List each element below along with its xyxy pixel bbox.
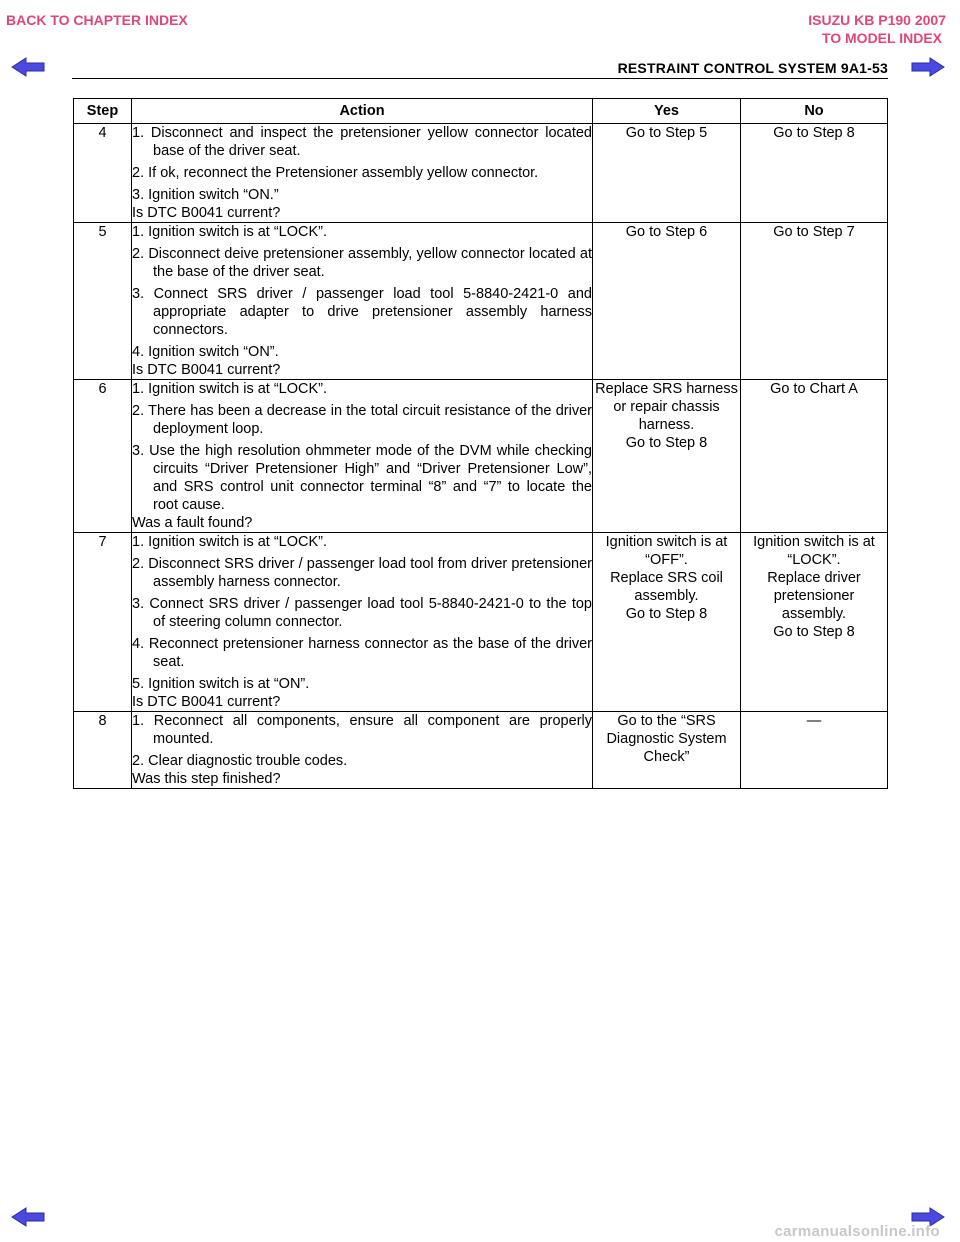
yes-result-line: Go to Step 8 <box>625 606 708 622</box>
action-list <box>132 712 592 770</box>
step-number: 8 <box>74 712 132 789</box>
action-item: 2. Disconnect deive pretensioner assembly, yellow connector located at the base of the driver seat. <box>132 246 592 280</box>
step-number: 5 <box>74 223 132 380</box>
action-list <box>132 223 592 361</box>
yes-result-line: Go to Step 6 <box>625 224 708 240</box>
no-result-line: Go to Step 8 <box>773 125 855 141</box>
action-item: 1. Ignition switch is at “LOCK”. <box>132 534 328 550</box>
action-item: 1. Ignition switch is at “LOCK”. <box>132 381 328 397</box>
to-model-index-link[interactable]: TO MODEL INDEX <box>821 30 942 46</box>
header-divider <box>72 78 888 79</box>
table-header-row <box>74 99 888 124</box>
step-number: 4 <box>74 124 132 223</box>
action-item: 1. Disconnect and inspect the pretensioner yellow connector located base of the driver seat. <box>132 125 592 159</box>
yes-result-line: Go to Step 5 <box>625 125 708 141</box>
next-page-arrow-icon[interactable] <box>910 56 946 78</box>
action-item: 1. Ignition switch is at “LOCK”. <box>132 224 328 240</box>
page-header-title: RESTRAINT CONTROL SYSTEM 9A1-53 <box>617 60 888 76</box>
yes-result-cell <box>593 380 741 533</box>
action-item: 4. Ignition switch “ON”. <box>132 344 279 360</box>
no-result-line: — <box>806 713 822 729</box>
table-row <box>74 533 888 712</box>
no-result-cell <box>741 124 888 223</box>
action-item: 2. There has been a decrease in the total circuit resistance of the driver deployment loop. <box>132 403 592 437</box>
step-question: Is DTC B0041 current? <box>132 694 281 710</box>
action-item: 2. Clear diagnostic trouble codes. <box>132 753 348 769</box>
yes-result-cell <box>593 124 741 223</box>
step-number: 6 <box>74 380 132 533</box>
step-question: Was this step finished? <box>132 771 281 787</box>
action-cell <box>132 380 593 533</box>
action-list <box>132 124 592 204</box>
previous-page-arrow-icon[interactable] <box>10 56 46 78</box>
table-row <box>74 712 888 789</box>
previous-page-arrow-icon[interactable] <box>10 1206 46 1228</box>
back-to-chapter-index-link[interactable]: BACK TO CHAPTER INDEX <box>6 12 188 28</box>
no-result-line: Go to Step 8 <box>773 624 855 640</box>
action-list <box>132 533 592 693</box>
step-number: 7 <box>74 533 132 712</box>
yes-result-line: Replace SRS harness or repair chassis harness. <box>595 381 738 433</box>
no-result-cell <box>741 223 888 380</box>
column-header-no: No <box>741 99 888 124</box>
table-row <box>74 223 888 380</box>
no-result-cell <box>741 533 888 712</box>
no-result-cell <box>741 712 888 789</box>
action-item: 2. If ok, reconnect the Pretensioner assembly yellow connector. <box>132 165 539 181</box>
no-result-cell <box>741 380 888 533</box>
model-title: ISUZU KB P190 2007 <box>808 12 946 28</box>
watermark-logo: carmanualsonline.info <box>774 1223 940 1240</box>
action-item: 2. Disconnect SRS driver / passenger load tool from driver pretensioner assembly harness connector. <box>132 556 592 590</box>
step-question: Is DTC B0041 current? <box>132 205 281 221</box>
diagnostic-steps-table <box>73 98 888 789</box>
action-list <box>132 380 592 514</box>
action-cell <box>132 223 593 380</box>
table-row <box>74 380 888 533</box>
no-result-line: Replace driver pretensioner assembly. <box>767 570 861 622</box>
yes-result-cell <box>593 223 741 380</box>
yes-result-line: Replace SRS coil assembly. <box>610 570 723 604</box>
yes-result-line: Go to Step 8 <box>625 435 708 451</box>
yes-result-cell <box>593 712 741 789</box>
column-header-yes: Yes <box>593 99 741 124</box>
action-item: 3. Connect SRS driver / passenger load tool 5-8840-2421-0 and appropriate adapter to drive pretensioner assembly harness connectors. <box>132 286 592 338</box>
no-result-line: Go to Chart A <box>770 381 858 397</box>
action-item: 3. Use the high resolution ohmmeter mode of the DVM while checking circuits “Driver Pretensioner High” and “Driver Pretensioner Low”, and SRS control unit connector terminal “8” and “7” to locate the root cause. <box>132 443 592 513</box>
no-result-line: Ignition switch is at “LOCK”. <box>753 534 875 568</box>
yes-result-line: Ignition switch is at “OFF”. <box>605 534 728 568</box>
no-result-line: Go to Step 7 <box>773 224 855 240</box>
action-cell <box>132 124 593 223</box>
action-item: 1. Reconnect all components, ensure all component are properly mounted. <box>132 713 592 747</box>
step-question: Is DTC B0041 current? <box>132 362 281 378</box>
yes-result-line: Go to the “SRS Diagnostic System Check” <box>606 713 727 765</box>
table-body <box>74 124 888 789</box>
step-question: Was a fault found? <box>132 515 253 531</box>
column-header-action: Action <box>132 99 593 124</box>
action-item: 5. Ignition switch is at “ON”. <box>132 676 310 692</box>
action-item: 3. Ignition switch “ON.” <box>132 187 279 203</box>
yes-result-cell <box>593 533 741 712</box>
table-row <box>74 124 888 223</box>
action-item: 4. Reconnect pretensioner harness connector as the base of the driver seat. <box>132 636 592 670</box>
action-cell <box>132 533 593 712</box>
action-cell <box>132 712 593 789</box>
column-header-step: Step <box>74 99 132 124</box>
action-item: 3. Connect SRS driver / passenger load tool 5-8840-2421-0 to the top of steering column connector. <box>132 596 592 630</box>
